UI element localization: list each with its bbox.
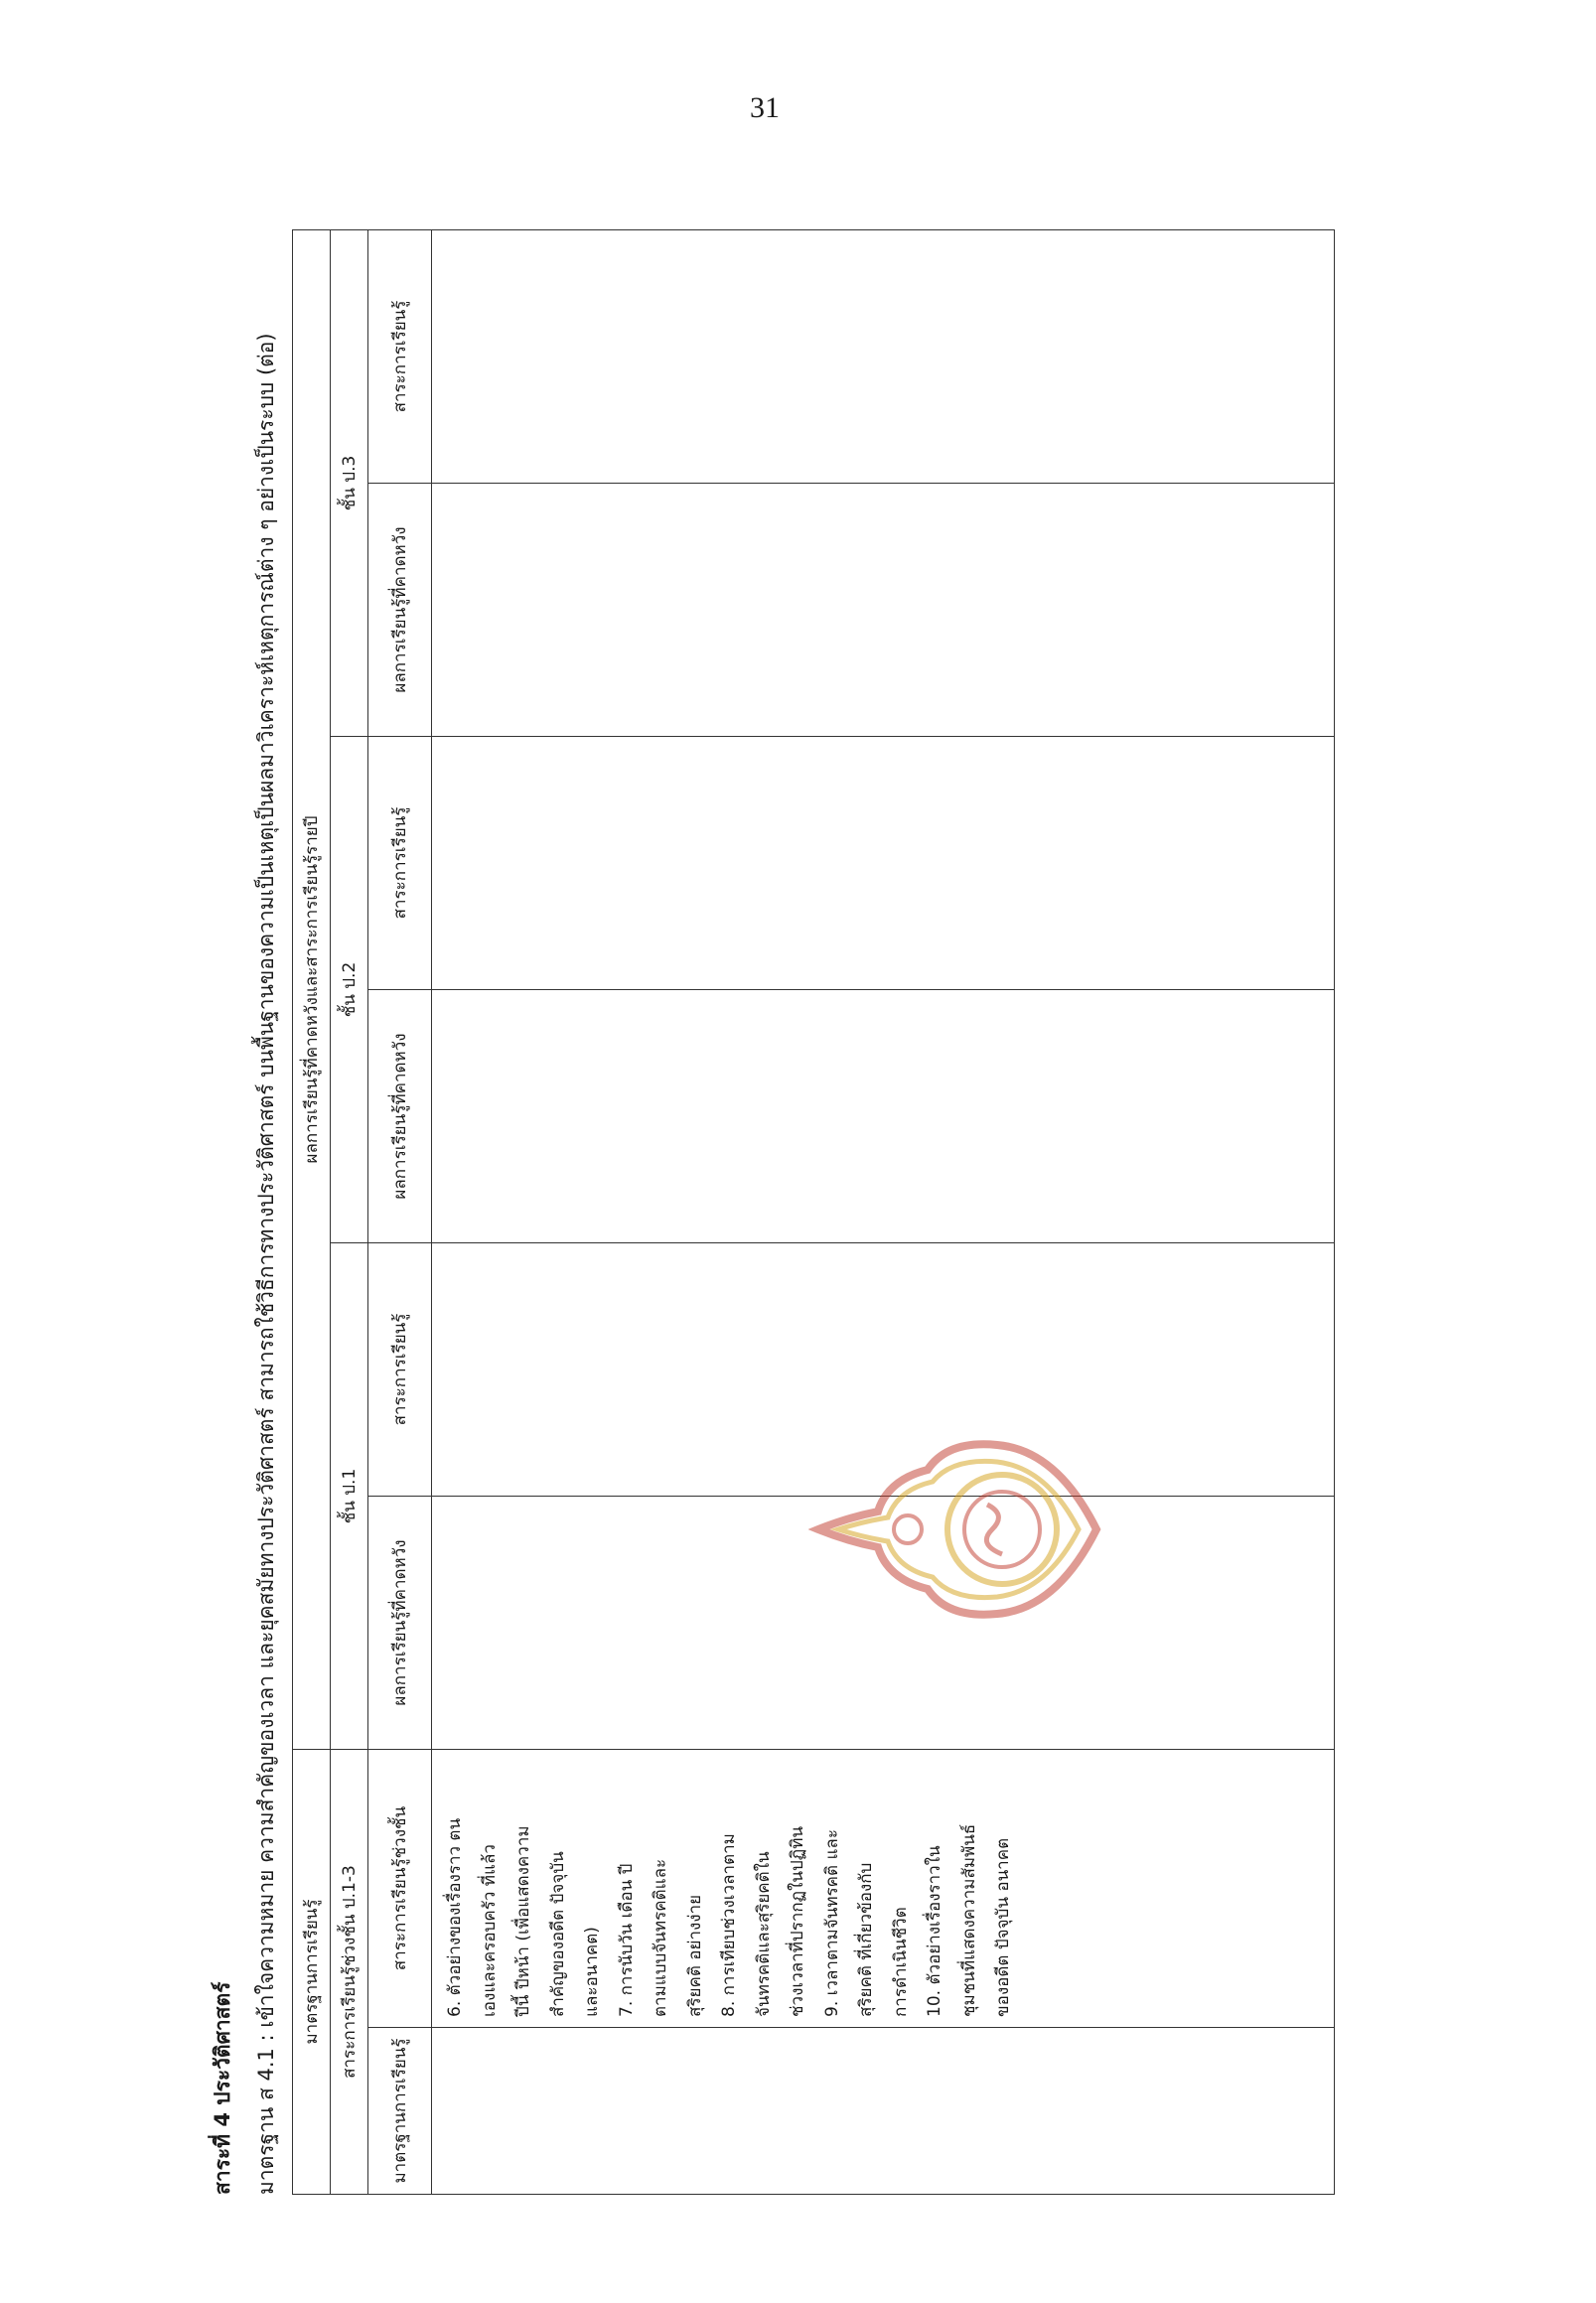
header-strand-p1-3: สาระการเรียนรู้ช่วงชั้น ป.1-3: [331, 1750, 368, 2195]
list-item: ของอดีต ปัจจุบัน อนาคต: [993, 1837, 1013, 2017]
col-expected-p3: ผลการเรียนรู้ที่คาดหวัง: [368, 484, 432, 737]
list-item: และอนาคต): [582, 1927, 602, 2017]
cell-strand-items: [432, 1750, 1335, 2028]
col-content-p1: สาระการเรียนรู้: [368, 1243, 432, 1497]
cell-content-p2: [432, 737, 1335, 990]
grade-p1: ชั้น ป.1: [331, 1243, 368, 1750]
list-item: 9. เวลาตามจันทรคติ และ: [821, 1829, 842, 2017]
list-item: ตามแบบจันทรคติและ: [651, 1858, 670, 2017]
col-content-p2: สาระการเรียนรู้: [368, 737, 432, 990]
list-item: ช่วงเวลาที่ปรากฏในปฏิทิน: [788, 1825, 807, 2017]
list-item: 7. การนับวัน เดือน ปี: [616, 1863, 637, 2017]
list-item: สุริยคติ ที่เกี่ยวข้องกับ: [856, 1862, 876, 2017]
list-item: 8. การเทียบช่วงเวลาตาม: [719, 1833, 739, 2017]
curriculum-table: [292, 230, 1335, 2195]
cell-expected-p1: [432, 1497, 1335, 1750]
cell-expected-p2: [432, 990, 1335, 1243]
cell-content-p3: [432, 229, 1335, 483]
col-expected-p1: ผลการเรียนรู้ที่คาดหวัง: [368, 1497, 432, 1750]
col-content-p3: สาระการเรียนรู้: [368, 229, 432, 483]
col-strand-range: สาระการเรียนรู้ช่วงชั้น: [368, 1750, 432, 2028]
rotated-content: [207, 218, 1349, 2195]
list-item: 10. ตัวอย่างเรื่องราวใน: [925, 1845, 944, 2017]
list-item: ปีนี้ ปีหน้า (เพื่อแสดงความ: [513, 1825, 533, 2017]
header-learning-standard: มาตรฐานการเรียนรู้: [293, 1750, 331, 2195]
list-item: การดำเนินชีวิต: [890, 1907, 911, 2017]
page-number: 31: [750, 91, 780, 124]
cell-learning-standard: [432, 2028, 1335, 2195]
cell-expected-p3: [432, 484, 1335, 737]
list-item: เองและครอบครัว ที่แล้ว: [479, 1844, 500, 2017]
list-item: ชุมชนที่แสดงความสัมพันธ์: [958, 1823, 979, 2017]
col-expected-p2: ผลการเรียนรู้ที่คาดหวัง: [368, 990, 432, 1243]
cell-content-p1: [432, 1243, 1335, 1497]
standard-title: มาตรฐาน ส 4.1 : เข้าใจความหมาย ความสำคัญของเวลา และยุคสมัยทางประวัติศาสตร์ สามารถใช้วิธีการทางประวัติศาสตร์ บนพื้นฐานของความเป็นเหตุเป็นผลมาวิเคราะห์เหตุการณ์ต่าง ๆ อย่างเป็นระบบ (ต่อ): [254, 333, 278, 2195]
list-item: สุริยคติ อย่างง่าย: [684, 1894, 705, 2017]
list-item: สำคัญของอดีต ปัจจุบัน: [547, 1851, 568, 2017]
list-item: จันทรคติและสุริยคติใน: [753, 1851, 774, 2017]
grade-p2: ชั้น ป.2: [331, 737, 368, 1243]
col-learning-standard: มาตรฐานการเรียนรู้: [368, 2028, 432, 2195]
header-expected-outcomes: ผลการเรียนรู้ที่คาดหวังและสาระการเรียนรู้รายปี: [293, 229, 331, 1749]
list-item: 6. ตัวอย่างของเรื่องราว ตน: [445, 1817, 465, 2017]
strand-title: สาระที่ 4 ประวัติศาสตร์: [211, 1981, 234, 2195]
grade-p3: ชั้น ป.3: [331, 229, 368, 736]
